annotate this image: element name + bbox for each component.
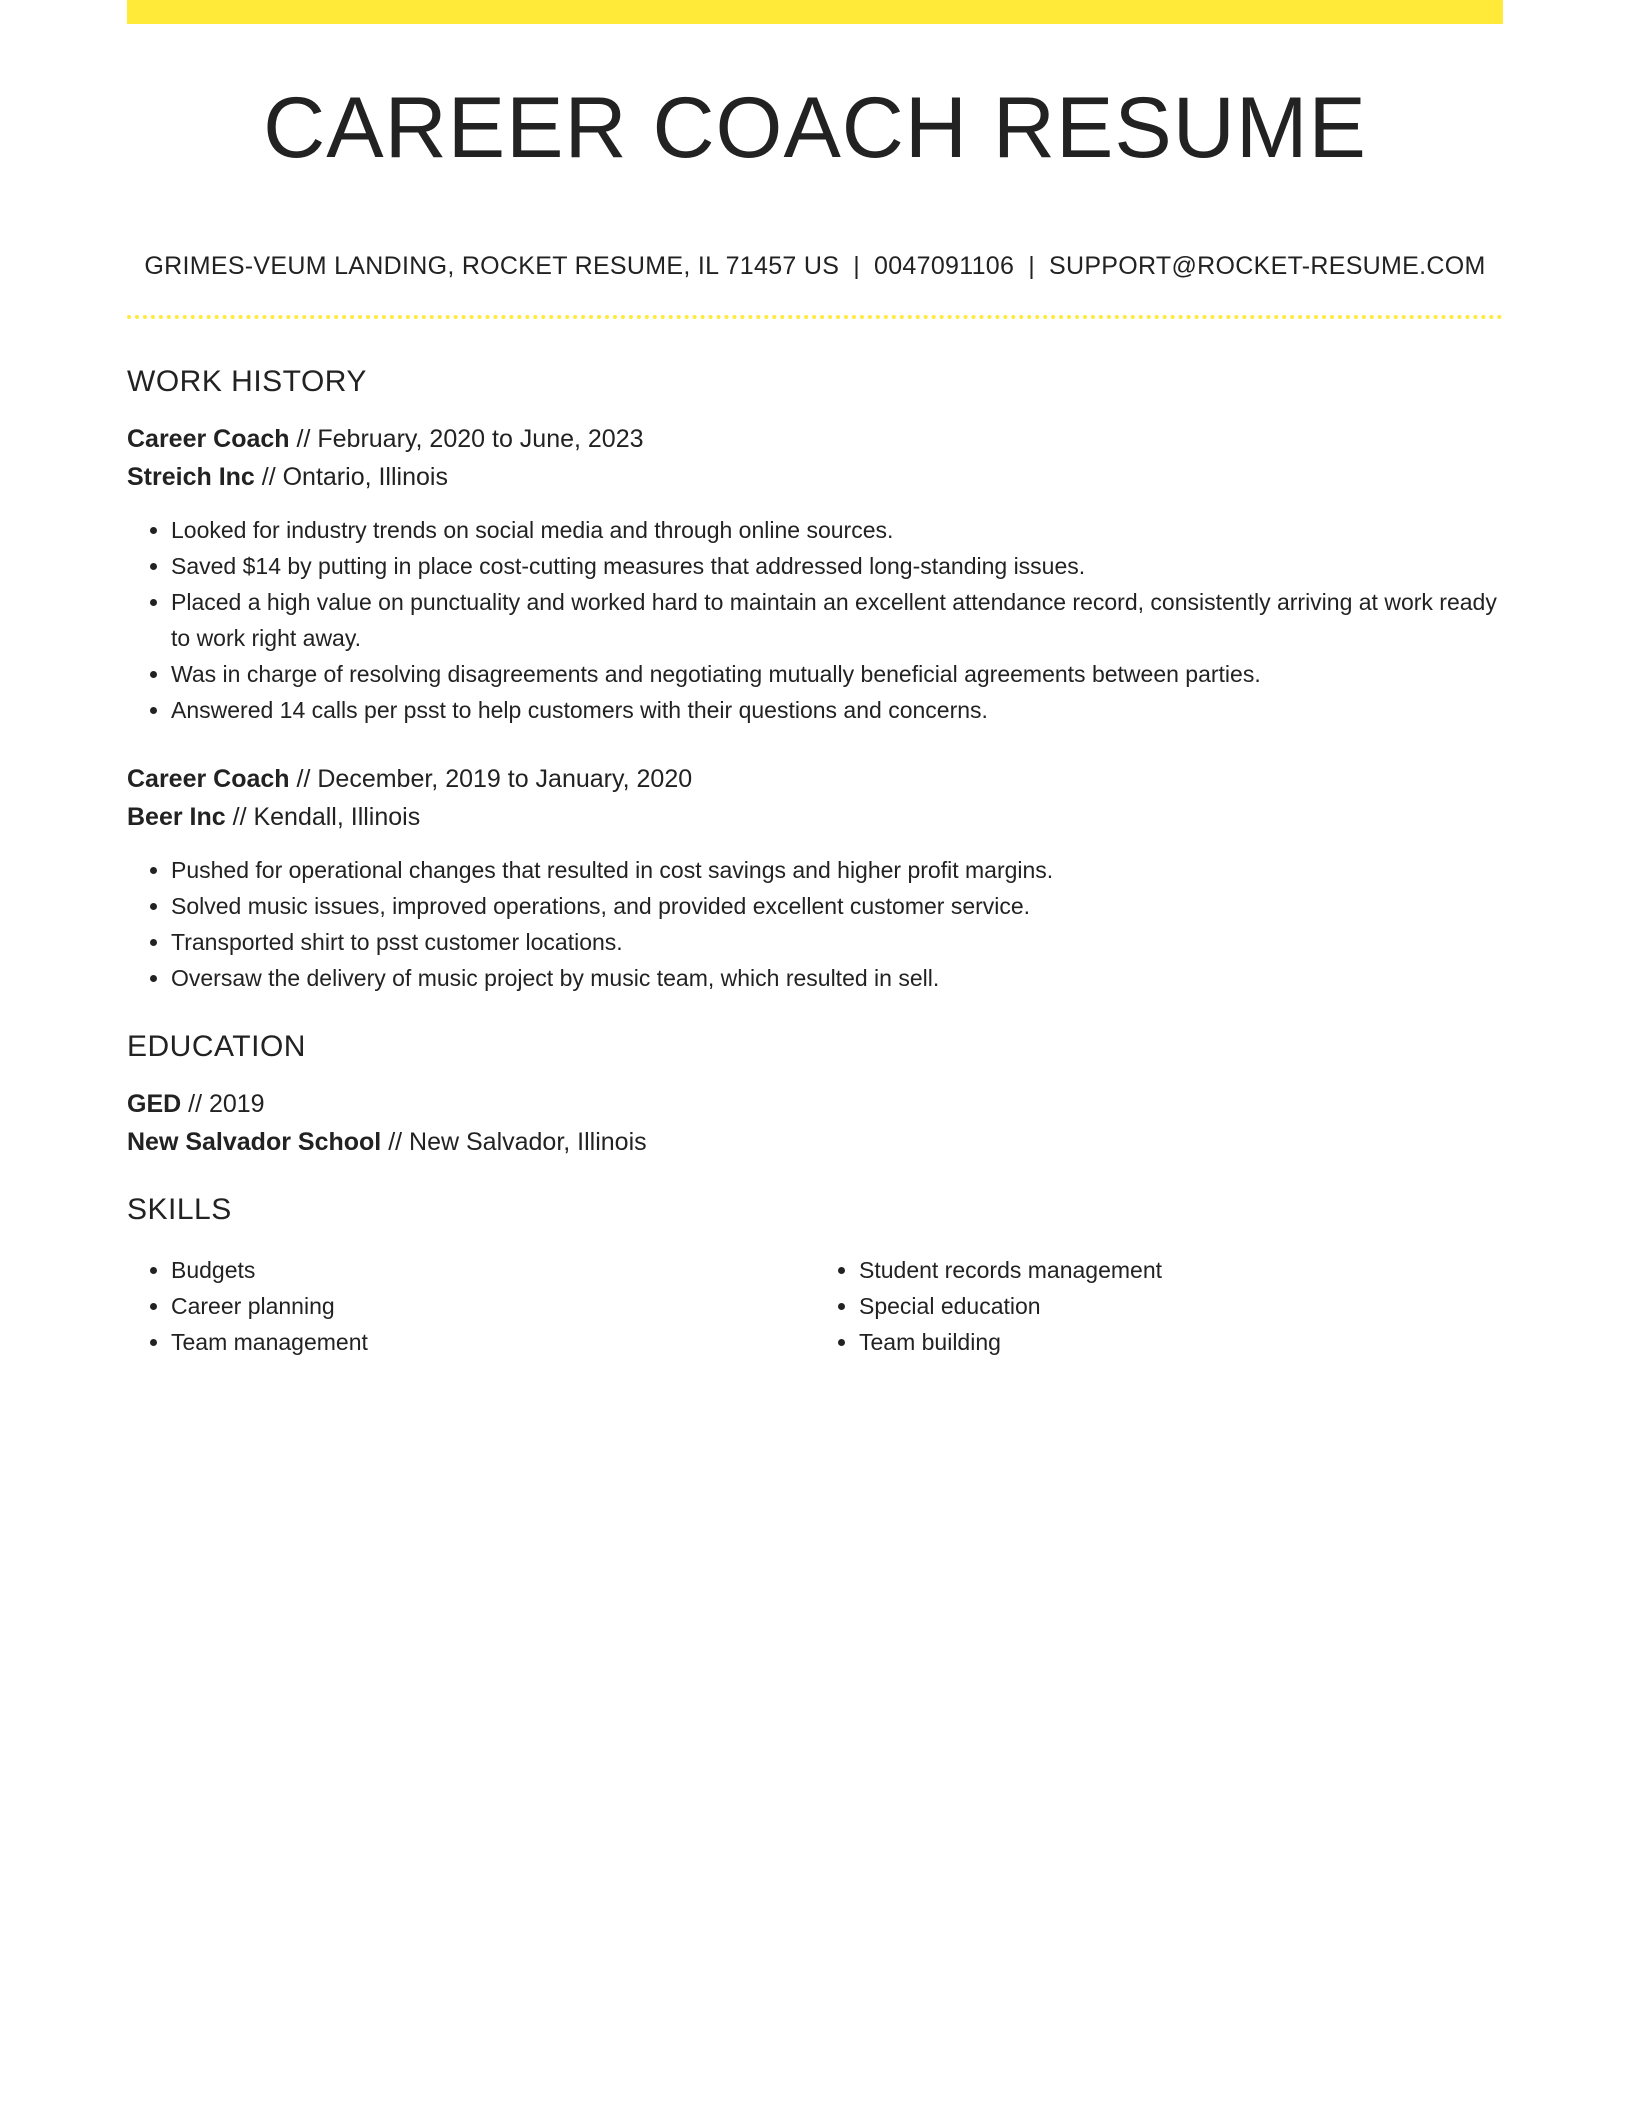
list-item: • Transported shirt to psst customer locations. (171, 924, 1503, 960)
accent-top-bar (127, 0, 1503, 24)
list-item: • Saved $14 by putting in place cost-cutting measures that addressed long-standing issues. (171, 548, 1503, 584)
list-item: • Solved music issues, improved operations, and provided excellent customer service. (171, 888, 1503, 924)
list-item: • Oversaw the delivery of music project by music team, which resulted in sell. (171, 960, 1503, 996)
contact-address: GRIMES-VEUM LANDING, ROCKET RESUME, IL 71457 US (144, 252, 840, 280)
skill-item: • Student records management (859, 1252, 1503, 1288)
job-company-line (127, 458, 1503, 496)
contact-phone: 0047091106 (874, 252, 1015, 280)
list-item: • Answered 14 calls per psst to help customers with their questions and concerns. (171, 692, 1503, 728)
education-school: New Salvador School (127, 1128, 382, 1156)
list-item: • Was in charge of resolving disagreements and negotiating mutually beneficial agreements between parties. (171, 656, 1503, 692)
skill-item: • Team building (859, 1324, 1503, 1360)
skills-heading: SKILLS (127, 1193, 232, 1226)
contact-email: SUPPORT@ROCKET-RESUME.COM (1048, 252, 1486, 280)
job-company: Streich Inc (127, 463, 255, 491)
skill-item: • Career planning (171, 1288, 815, 1324)
job-company: Beer Inc (127, 803, 226, 831)
contact-separator: | (1028, 252, 1035, 280)
job-entry (127, 420, 1503, 728)
contact-line (127, 250, 1503, 282)
skills-column-right (815, 1252, 1503, 1360)
education-location: // New Salvador, Illinois (381, 1128, 647, 1156)
education-degree-line (127, 1085, 1503, 1123)
education-entry (127, 1085, 1503, 1161)
list-item: • Placed a high value on punctuality and worked hard to maintain an excellent attendance record, consistently arriving at work ready to work right away. (171, 584, 1503, 656)
education-heading: EDUCATION (127, 1030, 306, 1063)
job-location: // Ontario, Illinois (254, 463, 448, 491)
job-location: // Kendall, Illinois (225, 803, 421, 831)
job-title-line (127, 760, 1503, 798)
skills-list (127, 1252, 1503, 1360)
job-role: Career Coach (127, 765, 290, 793)
job-bullets (127, 852, 1503, 996)
resume-page (127, 0, 1503, 1360)
job-title-line (127, 420, 1503, 458)
skill-item: • Budgets (171, 1252, 815, 1288)
education-degree: GED (127, 1090, 182, 1118)
skill-item: • Special education (859, 1288, 1503, 1324)
list-item: • Looked for industry trends on social media and through online sources. (171, 512, 1503, 548)
page-title: CAREER COACH RESUME (263, 80, 1367, 176)
job-entry (127, 760, 1503, 996)
skill-item: • Team management (171, 1324, 815, 1360)
contact-separator: | (853, 252, 860, 280)
education-school-line (127, 1123, 1503, 1161)
list-item: • Pushed for operational changes that resulted in cost savings and higher profit margins. (171, 852, 1503, 888)
job-dates: // February, 2020 to June, 2023 (289, 425, 644, 453)
skills-column-left (127, 1252, 815, 1360)
job-dates: // December, 2019 to January, 2020 (289, 765, 693, 793)
dotted-divider (127, 315, 1503, 319)
job-company-line (127, 798, 1503, 836)
job-role: Career Coach (127, 425, 290, 453)
education-year: // 2019 (181, 1090, 265, 1118)
work-history-heading: WORK HISTORY (127, 365, 367, 398)
job-bullets (127, 512, 1503, 728)
